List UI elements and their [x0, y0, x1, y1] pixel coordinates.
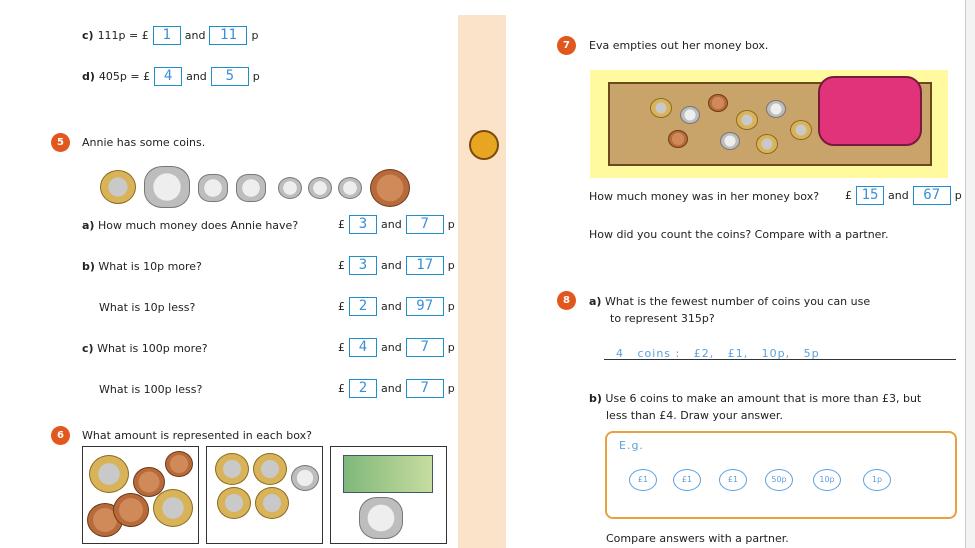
two-pound-coin-icon: [153, 489, 193, 527]
one-pound-coin-icon: [255, 487, 289, 519]
q7-answer: [845, 186, 962, 205]
q4c-and: and: [184, 29, 206, 42]
coin-icon: [680, 106, 700, 124]
q4d-row: [82, 67, 260, 86]
p-text: p: [447, 341, 455, 354]
q5c2-pence-box[interactable]: 7: [406, 379, 444, 398]
coin-icon: [668, 130, 688, 148]
q5b2-question: What is 10p less?: [99, 301, 196, 314]
owl-mascot-icon: [469, 130, 499, 160]
q5c-answer: [338, 338, 455, 357]
p-text: p: [447, 300, 455, 313]
and-text: and: [381, 300, 402, 313]
q5c2-pounds-box[interactable]: 2: [349, 379, 377, 398]
q7-number-badge: 7: [557, 36, 576, 55]
q5c2-answer: [338, 379, 455, 398]
q5b-text: What is 10p more?: [98, 260, 202, 273]
one-pound-coin-icon: [217, 487, 251, 519]
one-pound-coin-icon: [253, 453, 287, 485]
ten-pence-coin-drawing: 10p: [813, 469, 841, 491]
q6-box-2: [206, 446, 323, 544]
two-pence-coin-icon: [370, 169, 410, 207]
coin-icon: [736, 110, 758, 130]
q8b-line1: Use 6 coins to make an amount that is more than £3, but: [605, 392, 922, 405]
q6-box-3: [330, 446, 447, 544]
q5-title: Annie has some coins.: [82, 136, 206, 149]
q4c-p: p: [251, 29, 259, 42]
q8b-line2: less than £4. Draw your answer.: [606, 409, 783, 422]
q5a-pounds-box[interactable]: 3: [349, 215, 377, 234]
two-pound-coin-icon: [100, 170, 136, 204]
pound-coin-drawing: £1: [673, 469, 701, 491]
q5b2-pence-box[interactable]: 97: [406, 297, 444, 316]
piggy-bank-tin-icon: [818, 76, 922, 146]
q8-compare-text: Compare answers with a partner.: [606, 532, 789, 545]
q7-prompt: How did you count the coins? Compare with a partner.: [589, 228, 889, 241]
p-text: p: [447, 218, 455, 231]
q4c-pence-box[interactable]: 11: [209, 26, 247, 45]
q5-coins-illustration: [98, 166, 418, 206]
one-pence-coin-drawing: 1p: [863, 469, 891, 491]
one-pound-coin-icon: [215, 453, 249, 485]
and-text: and: [381, 341, 402, 354]
coin-icon: [756, 134, 778, 154]
q7-pence-box[interactable]: 67: [913, 186, 951, 205]
q4d-pounds-box[interactable]: 4: [154, 67, 182, 86]
fifty-pence-coin-icon: [144, 166, 190, 208]
q7-pounds-box[interactable]: 15: [856, 186, 884, 205]
q5a-pence-box[interactable]: 7: [406, 215, 444, 234]
q8b-label: b): [589, 392, 602, 405]
q5a-label: a): [82, 219, 95, 232]
q4d-pence-box[interactable]: 5: [211, 67, 249, 86]
two-pence-coin-icon: [113, 493, 149, 527]
pound-sign: £: [338, 218, 345, 231]
twenty-pence-coin-icon: [198, 174, 228, 202]
q7-question: How much money was in her money box?: [589, 190, 820, 203]
and-text: and: [381, 259, 402, 272]
q5c-label: c): [82, 342, 94, 355]
fifty-pence-coin-icon: [359, 497, 403, 539]
q8a-question: [589, 295, 870, 308]
ten-pence-coin-icon: [291, 465, 319, 491]
q8a-label: a): [589, 295, 602, 308]
q8a-answer-line: [604, 359, 956, 360]
q6-number-badge: 6: [51, 426, 70, 445]
q5c2-question: What is 100p less?: [99, 383, 203, 396]
q8b-question: [589, 392, 921, 405]
money-box-illustration: [590, 70, 948, 178]
and-text: and: [381, 218, 402, 231]
page-gutter: [458, 15, 506, 548]
pound-sign: £: [338, 259, 345, 272]
coin-icon: [766, 100, 786, 118]
pound-coin-drawing: £1: [629, 469, 657, 491]
q5b-label: b): [82, 260, 95, 273]
twenty-pence-coin-icon: [236, 174, 266, 202]
q8b-eg: E.g.: [619, 439, 644, 452]
one-pence-coin-icon: [165, 451, 193, 477]
five-pound-note-icon: [343, 455, 433, 493]
q5b-question: [82, 260, 202, 273]
q5b-answer: [338, 256, 455, 275]
q5b2-answer: [338, 297, 455, 316]
q8b-answer-box[interactable]: [605, 431, 957, 519]
q5c-question: [82, 342, 208, 355]
q5a-text: How much money does Annie have?: [97, 219, 299, 232]
p-text: p: [447, 382, 455, 395]
q4c-text: 111p = £: [97, 29, 149, 42]
p-text: p: [447, 259, 455, 272]
q8-number-badge: 8: [557, 291, 576, 310]
pound-sign: £: [845, 189, 852, 202]
q4d-p: p: [252, 70, 260, 83]
q5a-answer: [338, 215, 455, 234]
five-pence-coin-icon: [338, 177, 362, 199]
q5a-question: [82, 219, 298, 232]
coin-icon: [720, 132, 740, 150]
fifty-pence-coin-drawing: 50p: [765, 469, 793, 491]
q4d-label: d): [82, 70, 95, 83]
q5b-pounds-box[interactable]: 3: [349, 256, 377, 275]
pound-coin-drawing: £1: [719, 469, 747, 491]
window-edge: [965, 0, 975, 548]
q4c-pounds-box[interactable]: 1: [153, 26, 181, 45]
two-pound-coin-icon: [89, 455, 129, 493]
pound-sign: £: [338, 341, 345, 354]
and-text: and: [888, 189, 909, 202]
q8a-handwritten-answer: 4 coins : £2, £1, 10p, 5p: [616, 347, 820, 360]
q6-title: What amount is represented in each box?: [82, 429, 313, 442]
q5-number-badge: 5: [51, 133, 70, 152]
q8a-line1: What is the fewest number of coins you can use: [604, 295, 871, 308]
q5b2-pounds-box[interactable]: 2: [349, 297, 377, 316]
q4d-text: 405p = £: [98, 70, 151, 83]
q6-box-1: [82, 446, 199, 544]
five-pence-coin-icon: [278, 177, 302, 199]
coin-icon: [790, 120, 812, 140]
q5c-pounds-box[interactable]: 4: [349, 338, 377, 357]
q4c-row: [82, 26, 258, 45]
q5c-pence-box[interactable]: 7: [406, 338, 444, 357]
coin-icon: [708, 94, 728, 112]
q5b-pence-box[interactable]: 17: [406, 256, 444, 275]
q8a-line2: to represent 315p?: [610, 312, 715, 325]
and-text: and: [381, 382, 402, 395]
p-text: p: [954, 189, 962, 202]
pound-sign: £: [338, 382, 345, 395]
q4c-label: c): [82, 29, 94, 42]
q5c-text: What is 100p more?: [97, 342, 208, 355]
q7-title: Eva empties out her money box.: [589, 39, 769, 52]
pound-sign: £: [338, 300, 345, 313]
coin-icon: [650, 98, 672, 118]
five-pence-coin-icon: [308, 177, 332, 199]
q4d-and: and: [186, 70, 207, 83]
